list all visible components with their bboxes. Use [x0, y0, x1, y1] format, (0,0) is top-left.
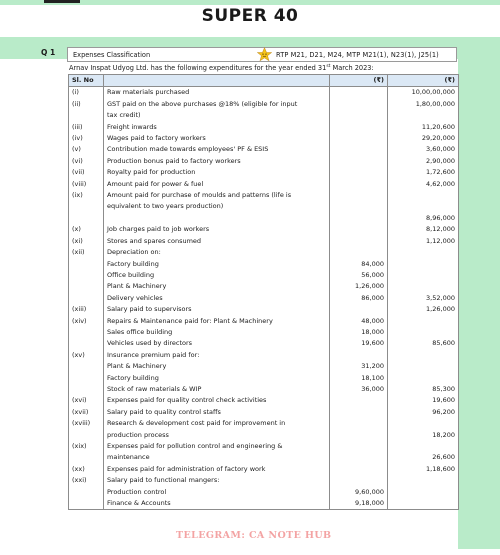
amount-detail-cell [330, 87, 388, 99]
amount-detail-cell [330, 167, 388, 178]
description-cell: Factory building [104, 259, 330, 270]
table-row [69, 361, 459, 372]
sl-cell [69, 259, 104, 270]
question-references: RTP M21, D21, M24, MTP M21(1), N23(1), J25(1) [276, 51, 439, 59]
amount-total-cell [388, 327, 459, 338]
amount-total-cell: 1,26,000 [388, 304, 459, 315]
table-body [69, 87, 459, 510]
amount-detail-cell [330, 464, 388, 475]
amount-total-cell [388, 201, 459, 212]
table-row [69, 99, 459, 110]
sl-cell: (xvii) [69, 407, 104, 418]
sl-cell [69, 270, 104, 281]
table-row [69, 384, 459, 395]
sl-cell: (xi) [69, 236, 104, 247]
table-row [69, 144, 459, 155]
amount-detail-cell: 19,600 [330, 338, 388, 349]
amount-detail-cell [330, 247, 388, 258]
amount-total-cell [388, 373, 459, 384]
sl-cell: (xv) [69, 350, 104, 361]
description-cell: equivalent to two years production) [104, 201, 330, 212]
amount-detail-cell [330, 179, 388, 190]
amount-detail-cell: 9,18,000 [330, 498, 388, 510]
amount-detail-cell [330, 201, 388, 212]
amount-total-cell: 26,600 [388, 452, 459, 463]
description-cell [104, 213, 330, 224]
table-row [69, 407, 459, 418]
amount-total-cell [388, 281, 459, 292]
table-row [69, 487, 459, 498]
table-header-row [69, 75, 459, 87]
description-cell: Plant & Machinery [104, 281, 330, 292]
amount-detail-cell [330, 407, 388, 418]
amount-detail-cell [330, 441, 388, 452]
table-row [69, 395, 459, 406]
description-cell: Delivery vehicles [104, 293, 330, 304]
amount-total-cell [388, 498, 459, 510]
amount-detail-cell: 56,000 [330, 270, 388, 281]
description-cell: production process [104, 430, 330, 441]
bottom-band [0, 549, 500, 555]
sl-cell [69, 384, 104, 395]
amount-total-cell: 10,00,00,000 [388, 87, 459, 99]
sl-cell: (vi) [69, 156, 104, 167]
amount-detail-cell [330, 144, 388, 155]
star-icon [257, 47, 272, 62]
sl-cell [69, 498, 104, 510]
expenditure-table [68, 74, 459, 510]
sl-cell: (v) [69, 144, 104, 155]
amount-total-cell [388, 361, 459, 372]
expenditure-table-wrap [68, 74, 458, 510]
amount-detail-cell [330, 122, 388, 133]
amount-total-cell [388, 259, 459, 270]
amount-total-cell: 1,18,600 [388, 464, 459, 475]
amount-total-cell: 85,600 [388, 338, 459, 349]
amount-total-cell [388, 350, 459, 361]
amount-detail-cell [330, 452, 388, 463]
amount-total-cell: 8,96,000 [388, 213, 459, 224]
sl-cell: (xx) [69, 464, 104, 475]
amount-detail-cell [330, 475, 388, 486]
amount-total-cell: 96,200 [388, 407, 459, 418]
header-amount-detail: (₹) [330, 75, 388, 87]
amount-detail-cell [330, 99, 388, 110]
sl-cell: (xviii) [69, 418, 104, 429]
table-row [69, 430, 459, 441]
amount-detail-cell [330, 110, 388, 121]
header-description [104, 75, 330, 87]
sl-cell: (iv) [69, 133, 104, 144]
table-row [69, 304, 459, 315]
table-row [69, 350, 459, 361]
amount-detail-cell: 18,000 [330, 327, 388, 338]
left-margin [0, 59, 67, 549]
description-cell: Stores and spares consumed [104, 236, 330, 247]
page-title: SUPER 40 [201, 6, 299, 26]
sl-cell [69, 293, 104, 304]
sl-cell: (xiv) [69, 316, 104, 327]
amount-total-cell: 4,62,000 [388, 179, 459, 190]
description-cell: Production control [104, 487, 330, 498]
sl-cell [69, 373, 104, 384]
amount-total-cell: 85,300 [388, 384, 459, 395]
description-cell: Depreciation on: [104, 247, 330, 258]
table-row [69, 201, 459, 212]
description-cell: Contribution made towards employees' PF & ESIS [104, 144, 330, 155]
classification-label: Expenses Classification [73, 51, 151, 59]
table-row [69, 236, 459, 247]
amount-total-cell [388, 418, 459, 429]
sl-cell [69, 430, 104, 441]
sl-cell: (vii) [69, 167, 104, 178]
sl-cell [69, 213, 104, 224]
amount-total-cell: 1,80,00,000 [388, 99, 459, 110]
table-row [69, 190, 459, 201]
description-cell: GST paid on the above purchases @18% (eligible for input [104, 99, 330, 110]
right-margin-band [458, 59, 500, 549]
question-header-box [67, 47, 457, 62]
header-sl-no: Sl. No [69, 75, 104, 87]
description-cell: Freight inwards [104, 122, 330, 133]
amount-detail-cell [330, 430, 388, 441]
amount-total-cell [388, 190, 459, 201]
table-row [69, 259, 459, 270]
amount-total-cell [388, 475, 459, 486]
sl-cell [69, 110, 104, 121]
intro-text-end: March 2023: [330, 64, 374, 73]
description-cell: Sales office building [104, 327, 330, 338]
watermark-text: TELEGRAM: CA NOTE HUB [176, 530, 332, 541]
sl-cell: (ix) [69, 190, 104, 201]
description-cell: maintenance [104, 452, 330, 463]
description-cell: Amount paid for purchase of moulds and patterns (life is [104, 190, 330, 201]
amount-detail-cell: 9,60,000 [330, 487, 388, 498]
amount-detail-cell: 86,000 [330, 293, 388, 304]
table-row [69, 133, 459, 144]
question-number: Q 1 [41, 48, 56, 57]
amount-detail-cell [330, 350, 388, 361]
amount-total-cell [388, 487, 459, 498]
amount-total-cell [388, 316, 459, 327]
table-row [69, 122, 459, 133]
table-row [69, 270, 459, 281]
description-cell: Repairs & Maintenance paid for: Plant & Machinery [104, 316, 330, 327]
amount-detail-cell: 31,200 [330, 361, 388, 372]
intro-superscript: st [326, 64, 331, 69]
table-row [69, 224, 459, 235]
amount-detail-cell [330, 213, 388, 224]
description-cell: Stock of raw materials & WIP [104, 384, 330, 395]
amount-detail-cell [330, 304, 388, 315]
top-band [0, 0, 500, 5]
sl-cell [69, 452, 104, 463]
table-row [69, 247, 459, 258]
description-cell: Royalty paid for production [104, 167, 330, 178]
description-cell: Production bonus paid to factory workers [104, 156, 330, 167]
description-cell: Salary paid to functional mangers: [104, 475, 330, 486]
question-intro [69, 64, 374, 72]
table-row [69, 418, 459, 429]
description-cell: Factory building [104, 373, 330, 384]
sl-cell [69, 281, 104, 292]
table-row [69, 110, 459, 121]
amount-detail-cell [330, 133, 388, 144]
amount-total-cell: 19,600 [388, 395, 459, 406]
amount-detail-cell: 1,26,000 [330, 281, 388, 292]
description-cell: Insurance premium paid for: [104, 350, 330, 361]
table-row [69, 316, 459, 327]
sl-cell: (iii) [69, 122, 104, 133]
amount-total-cell [388, 441, 459, 452]
table-row [69, 441, 459, 452]
amount-detail-cell [330, 418, 388, 429]
table-row [69, 475, 459, 486]
sl-cell [69, 338, 104, 349]
amount-total-cell: 3,52,000 [388, 293, 459, 304]
amount-total-cell: 3,60,000 [388, 144, 459, 155]
description-cell: Amount paid for power & fuel [104, 179, 330, 190]
sl-cell: (x) [69, 224, 104, 235]
amount-detail-cell: 36,000 [330, 384, 388, 395]
description-cell: Job charges paid to job workers [104, 224, 330, 235]
description-cell: Office building [104, 270, 330, 281]
sl-cell: (xiii) [69, 304, 104, 315]
description-cell: Salary paid to quality control staffs [104, 407, 330, 418]
amount-detail-cell [330, 395, 388, 406]
amount-total-cell: 2,90,000 [388, 156, 459, 167]
table-row [69, 87, 459, 99]
description-cell: Research & development cost paid for improvement in [104, 418, 330, 429]
amount-total-cell: 29,20,000 [388, 133, 459, 144]
table-row [69, 293, 459, 304]
amount-detail-cell: 84,000 [330, 259, 388, 270]
table-row [69, 464, 459, 475]
table-row [69, 452, 459, 463]
amount-total-cell: 8,12,000 [388, 224, 459, 235]
description-cell: Vehicles used by directors [104, 338, 330, 349]
amount-total-cell: 18,200 [388, 430, 459, 441]
table-row [69, 167, 459, 178]
description-cell: Expenses paid for administration of factory work [104, 464, 330, 475]
table-row [69, 373, 459, 384]
table-row [69, 213, 459, 224]
table-row [69, 498, 459, 510]
description-cell: tax credit) [104, 110, 330, 121]
sl-cell [69, 487, 104, 498]
amount-total-cell: 1,72,600 [388, 167, 459, 178]
amount-detail-cell [330, 190, 388, 201]
sl-cell [69, 327, 104, 338]
table-row [69, 327, 459, 338]
description-cell: Raw materials purchased [104, 87, 330, 99]
sl-cell [69, 201, 104, 212]
amount-total-cell: 1,12,000 [388, 236, 459, 247]
sl-cell: (viii) [69, 179, 104, 190]
table-row [69, 281, 459, 292]
description-cell: Finance & Accounts [104, 498, 330, 510]
amount-total-cell [388, 110, 459, 121]
description-cell: Expenses paid for pollution control and engineering & [104, 441, 330, 452]
description-cell: Wages paid to factory workers [104, 133, 330, 144]
table-row [69, 338, 459, 349]
amount-total-cell: 11,20,600 [388, 122, 459, 133]
table-row [69, 156, 459, 167]
sl-cell: (xvi) [69, 395, 104, 406]
amount-detail-cell: 18,100 [330, 373, 388, 384]
amount-detail-cell: 48,000 [330, 316, 388, 327]
table-row [69, 179, 459, 190]
top-dark-block [44, 0, 80, 3]
amount-detail-cell [330, 236, 388, 247]
intro-text: Arnav Inspat Udyog Ltd. has the following expenditures for the year ended 31 [69, 64, 327, 73]
amount-total-cell [388, 270, 459, 281]
amount-total-cell [388, 247, 459, 258]
sl-cell: (xix) [69, 441, 104, 452]
amount-detail-cell [330, 156, 388, 167]
description-cell: Salary paid to supervisors [104, 304, 330, 315]
sl-cell [69, 361, 104, 372]
description-cell: Expenses paid for quality control check activities [104, 395, 330, 406]
sl-cell: (xii) [69, 247, 104, 258]
sl-cell: (i) [69, 87, 104, 99]
header-amount-total: (₹) [388, 75, 459, 87]
amount-detail-cell [330, 224, 388, 235]
description-cell: Plant & Machinery [104, 361, 330, 372]
sl-cell: (ii) [69, 99, 104, 110]
sl-cell: (xxi) [69, 475, 104, 486]
